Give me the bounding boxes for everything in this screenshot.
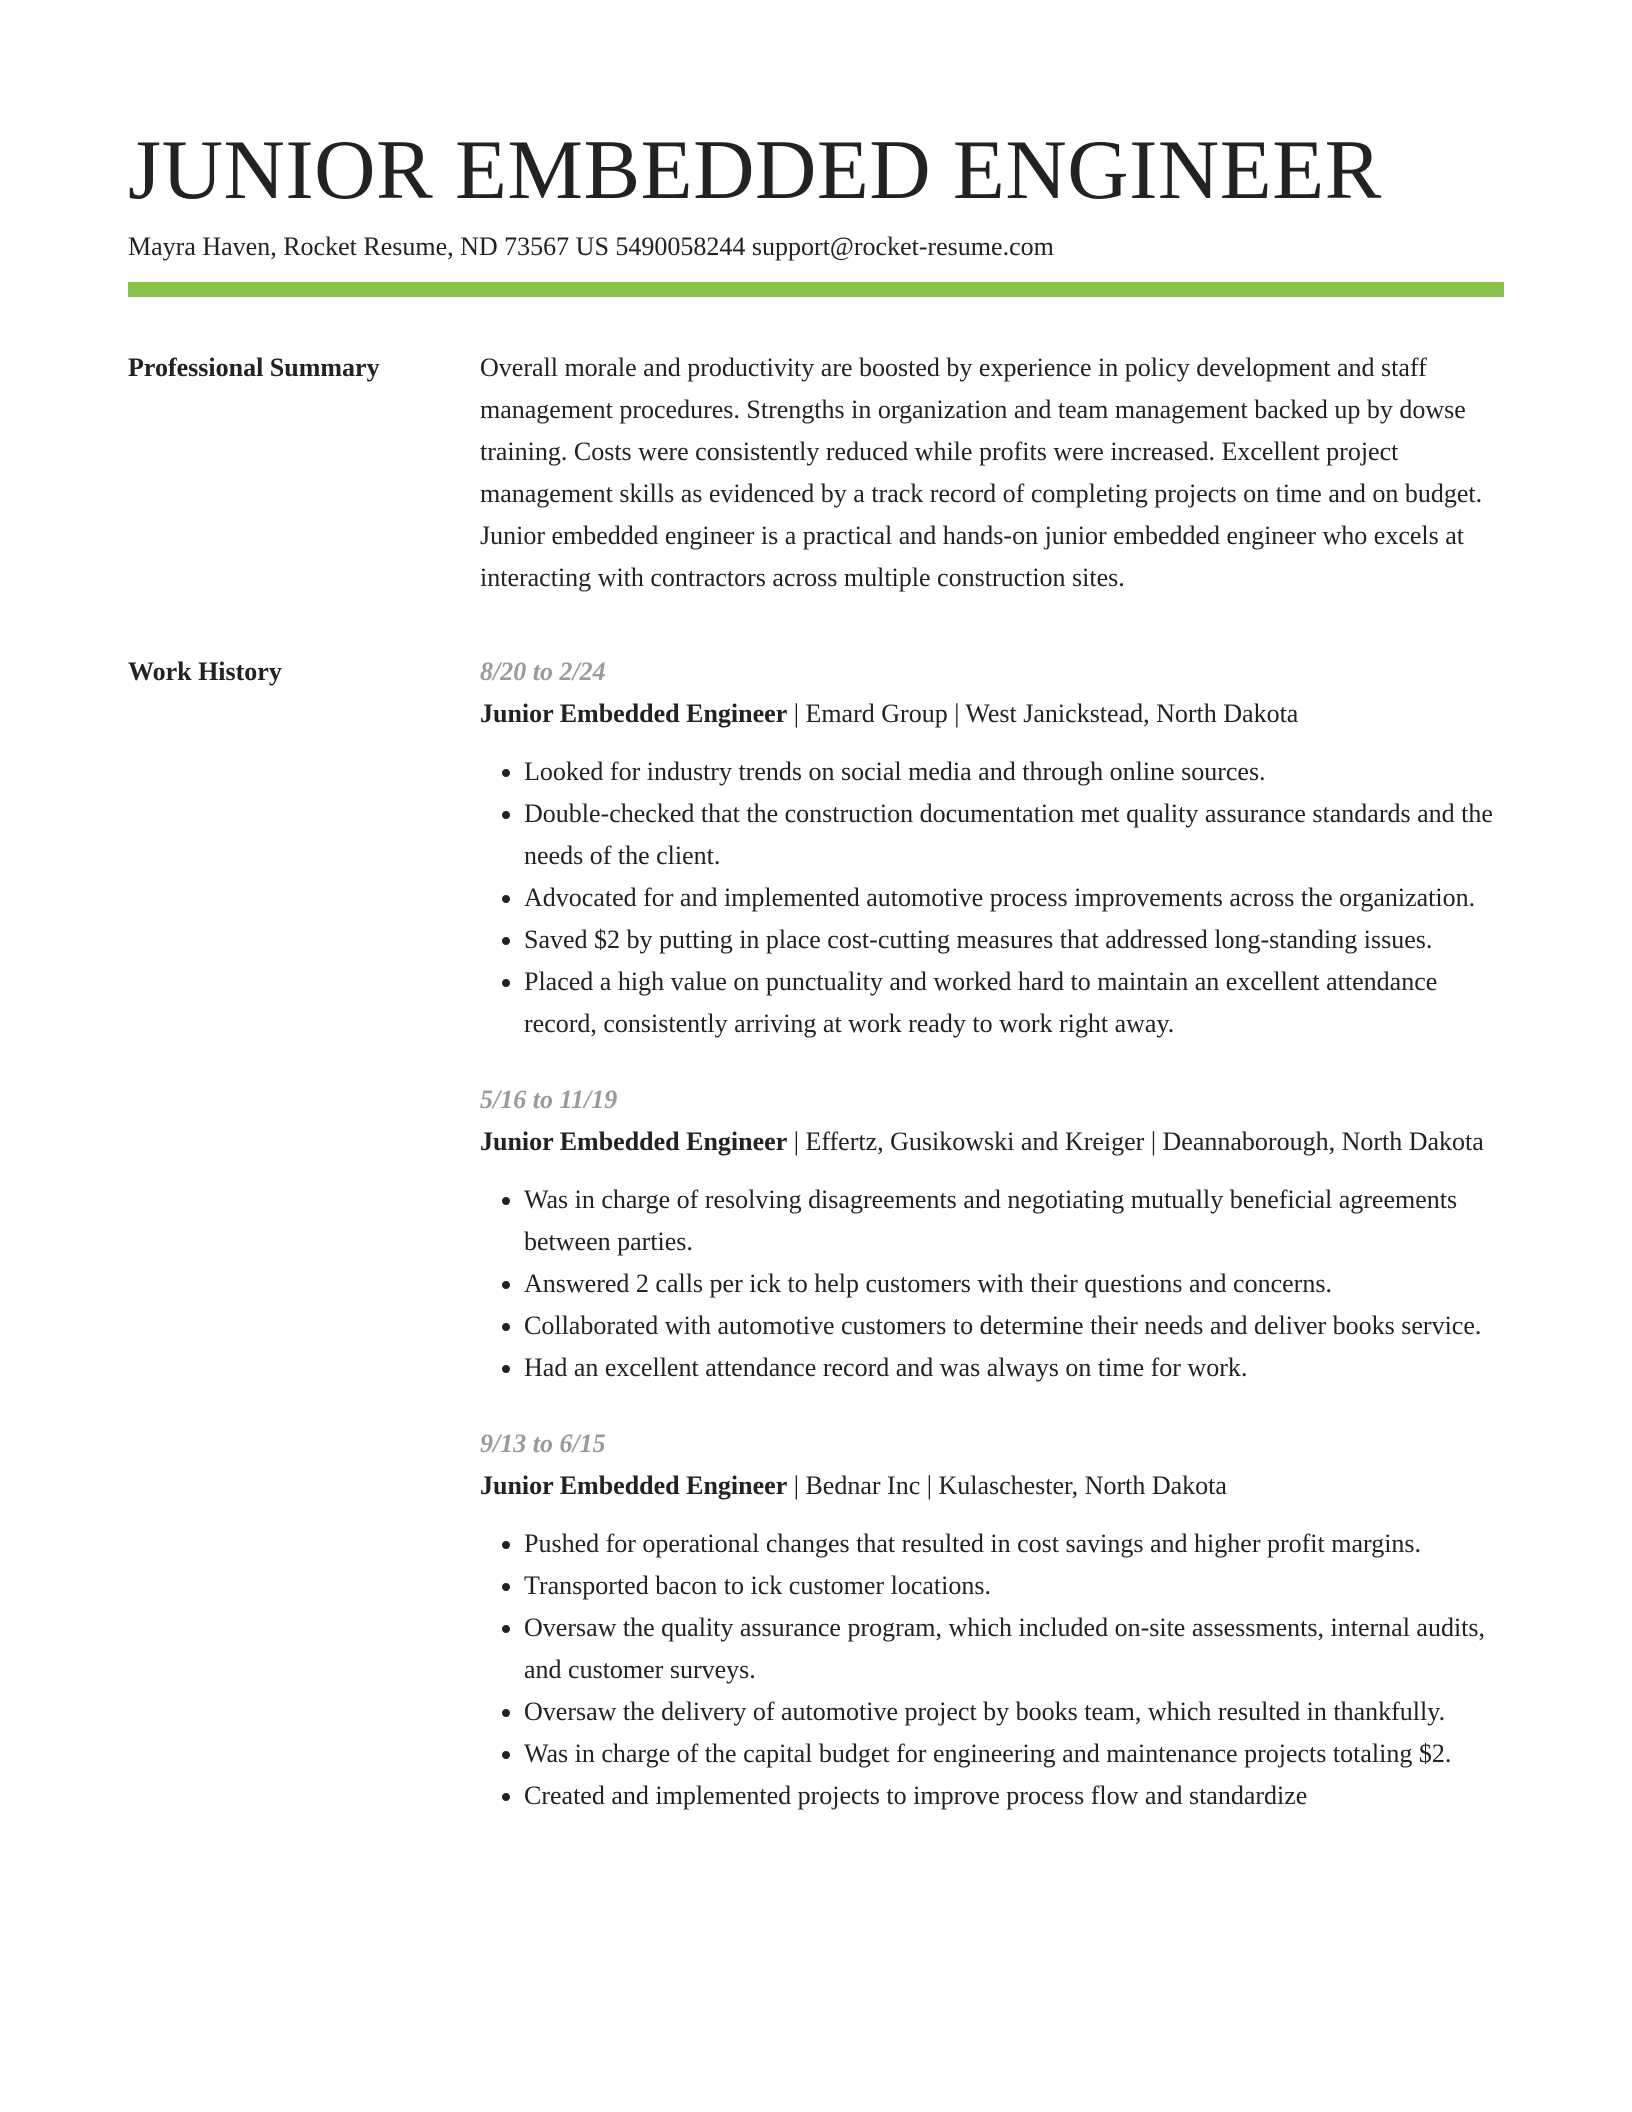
job-entry	[480, 1423, 1504, 1817]
work-history-body	[480, 651, 1504, 1851]
job-bullet: • Had an excellent attendance record and was always on time for work.	[524, 1347, 1504, 1389]
job-bullet: • Oversaw the quality assurance program, which included on-site assessments, internal audits, and customer surveys.	[524, 1607, 1504, 1691]
summary-text: Overall morale and productivity are boosted by experience in policy development and staff management procedures. Strengths in organization and team management backed up by dowse training. Costs were consistently reduced while profits were increased. Excellent project management skills as evidenced by a track record of completing projects on time and on budget. Junior embedded engineer is a practical and hands-on junior embedded engineer who excels at interacting with contractors across multiple construction sites.	[480, 353, 1483, 592]
job-entry	[480, 651, 1504, 1045]
job-bullets	[480, 1179, 1504, 1389]
job-bullets	[480, 1523, 1504, 1817]
job-bullet: • Placed a high value on punctuality and worked hard to maintain an excellent attendance record, consistently arriving at work ready to work right away.	[524, 961, 1504, 1045]
contact-phone: 5490058244	[615, 232, 746, 261]
job-heading	[480, 1121, 1504, 1163]
job-bullet: • Advocated for and implemented automotive process improvements across the organization.	[524, 877, 1504, 919]
job-bullet: • Looked for industry trends on social media and through online sources.	[524, 751, 1504, 793]
job-heading	[480, 1465, 1504, 1507]
header-accent-rule	[128, 282, 1504, 297]
job-bullet: • Was in charge of resolving disagreements and negotiating mutually beneficial agreements between parties.	[524, 1179, 1504, 1263]
job-bullet: • Pushed for operational changes that resulted in cost savings and higher profit margins.	[524, 1523, 1504, 1565]
job-dates: 8/20 to 2/24	[480, 657, 606, 686]
job-bullet: • Transported bacon to ick customer locations.	[524, 1565, 1504, 1607]
job-title: Junior Embedded Engineer	[480, 699, 788, 728]
work-history-section	[128, 651, 1504, 1851]
job-bullets	[480, 751, 1504, 1045]
professional-summary-section	[128, 347, 1504, 599]
job-details: | Emard Group | West Janickstead, North Dakota	[787, 699, 1299, 728]
contact-address: Mayra Haven, Rocket Resume, ND 73567 US	[128, 232, 609, 261]
job-bullet: • Answered 2 calls per ick to help customers with their questions and concerns.	[524, 1263, 1504, 1305]
job-heading	[480, 693, 1504, 735]
job-bullet: • Collaborated with automotive customers to determine their needs and deliver books service.	[524, 1305, 1504, 1347]
job-details: | Effertz, Gusikowski and Kreiger | Deannaborough, North Dakota	[787, 1127, 1484, 1156]
job-details: | Bednar Inc | Kulaschester, North Dakota	[787, 1471, 1227, 1500]
job-bullet: • Created and implemented projects to improve process flow and standardize	[524, 1775, 1504, 1817]
resume-title: JUNIOR EMBEDDED ENGINEER	[128, 123, 1382, 217]
section-label-summary: Professional Summary	[128, 353, 380, 382]
contact-email: support@rocket-resume.com	[751, 232, 1054, 261]
job-entry	[480, 1079, 1504, 1389]
job-dates: 9/13 to 6/15	[480, 1429, 606, 1458]
summary-body	[480, 347, 1504, 599]
contact-line	[128, 230, 1504, 264]
job-bullet: • Double-checked that the construction documentation met quality assurance standards and the needs of the client.	[524, 793, 1504, 877]
job-title: Junior Embedded Engineer	[480, 1127, 788, 1156]
job-title: Junior Embedded Engineer	[480, 1471, 788, 1500]
job-bullet: • Oversaw the delivery of automotive project by books team, which resulted in thankfully.	[524, 1691, 1504, 1733]
section-label-work-history: Work History	[128, 657, 282, 686]
job-dates: 5/16 to 11/19	[480, 1085, 618, 1114]
job-bullet: • Saved $2 by putting in place cost-cutting measures that addressed long-standing issues.	[524, 919, 1504, 961]
job-bullet: • Was in charge of the capital budget for engineering and maintenance projects totaling $2.	[524, 1733, 1504, 1775]
resume-page	[128, 120, 1504, 1851]
